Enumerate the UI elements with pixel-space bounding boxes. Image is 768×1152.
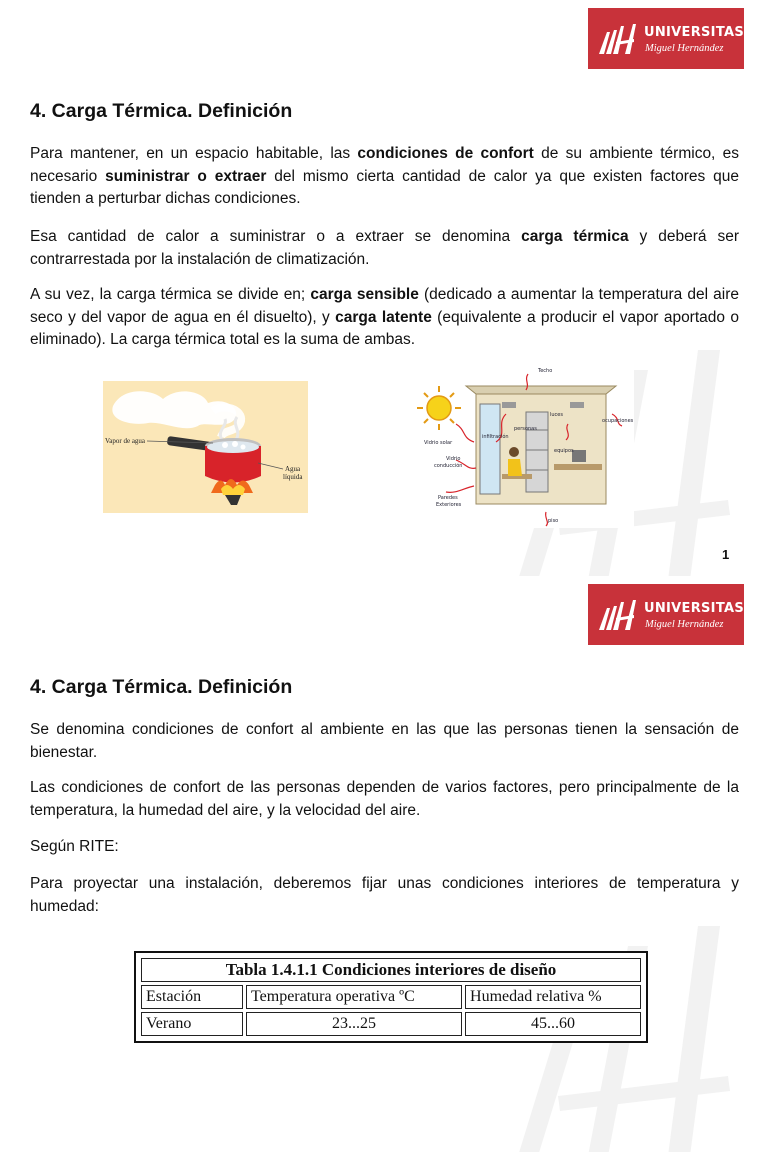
text-run: Para mantener, en un espacio habitable, las xyxy=(30,145,358,162)
bold-term: condiciones de confort xyxy=(357,145,534,162)
text-run: (dedicado a aumentar la temperatura del aire seco y del vapor de agua en él disuelto), y xyxy=(30,286,739,326)
logo-line-2: Miguel Hernández xyxy=(645,619,724,630)
bold-term: suministrar o extraer xyxy=(105,167,267,185)
text-run: y deberá ser contrarrestada por la instalación de climatización. xyxy=(30,228,739,268)
thermal-load-room-illustration xyxy=(416,364,634,528)
paragraph-carga-termica xyxy=(30,226,739,271)
paragraph-proyectar: Para proyectar una instalación, deberemos fijar unas condiciones interiores de temperatura y humedad: xyxy=(30,875,739,915)
label-equipos: equipos xyxy=(554,448,574,454)
table-header-temperatura: Temperatura operativa ºC xyxy=(246,985,462,1009)
paragraph-confort xyxy=(30,143,739,211)
label-paredes: Paredes xyxy=(438,495,458,501)
text-run: (equivalente a producir el vapor aportado o eliminado). La carga térmica total es la suma de ambas. xyxy=(30,308,739,348)
universitas-logo xyxy=(588,8,744,69)
label-vidrio-solar: Vidrio solar xyxy=(424,440,453,446)
text-run: de su ambiente térmico, es necesario xyxy=(30,145,739,185)
paragraph-segun-rite: Según RITE: xyxy=(30,838,119,855)
label-techo: Techo xyxy=(538,368,553,374)
bold-term: carga latente xyxy=(335,308,432,326)
page-number: 1 xyxy=(722,547,730,562)
paragraph-carga-sensible-latente xyxy=(30,284,739,352)
slide-title: 4. Carga Térmica. Definición xyxy=(30,100,293,122)
slide-title: 4. Carga Térmica. Definición xyxy=(30,676,293,698)
label-exteriores: Exteriores xyxy=(436,502,462,508)
logo-line-1: UNIVERSITAS xyxy=(644,601,745,616)
logo-line-1: UNIVERSITAS xyxy=(644,25,745,40)
label-liquida: líquida xyxy=(283,473,303,481)
label-ocupaciones: ocupaciones xyxy=(602,418,634,424)
table-cell-temperatura: 23...25 xyxy=(246,1012,462,1036)
universitas-logo xyxy=(588,584,744,645)
paragraph-factores-confort: Las condiciones de confort de las personas dependen de varios factores, pero principalmente de la temperatura, la humedad del aire, y la velocidad del aire. xyxy=(30,779,739,819)
umh-logo-icon xyxy=(597,598,639,634)
bold-term: carga térmica xyxy=(521,228,629,245)
table-row xyxy=(141,1012,641,1036)
bold-term: carga sensible xyxy=(310,286,419,303)
boiling-pot-illustration xyxy=(103,381,308,513)
text-run: Esa cantidad de calor a suministrar o a extraer se denomina xyxy=(30,228,522,245)
label-agua: Agua xyxy=(285,465,301,473)
text-run: del mismo cierta cantidad de calor ya que existen factores que tienden a perturbar dichas condiciones. xyxy=(30,167,739,207)
label-piso: piso xyxy=(548,518,559,524)
text-run: A su vez, la carga térmica se divide en; xyxy=(30,286,311,303)
table-cell-estacion: Verano xyxy=(141,1012,243,1036)
table-header-humedad: Humedad relativa % xyxy=(465,985,641,1009)
slide-2 xyxy=(0,576,768,1152)
table-caption: Tabla 1.4.1.1 Condiciones interiores de diseño xyxy=(141,958,641,982)
label-luces: luces xyxy=(550,412,563,418)
label-vapor-de-agua: Vapor de agua xyxy=(105,437,146,445)
table-header-estacion: Estación xyxy=(141,985,243,1009)
design-conditions-table xyxy=(134,951,648,1043)
umh-logo-icon xyxy=(597,22,639,58)
label-conduccion: conducción xyxy=(434,463,463,469)
logo-line-2: Miguel Hernández xyxy=(645,43,724,54)
table-cell-humedad: 45...60 xyxy=(465,1012,641,1036)
label-infiltracion: infiltración xyxy=(482,434,509,440)
paragraph-definicion-confort: Se denomina condiciones de confort al ambiente en las que las personas tienen la sensación de bienestar. xyxy=(30,721,739,761)
label-vidrio: Vidrio xyxy=(446,456,461,462)
label-personas: personas xyxy=(514,426,537,432)
